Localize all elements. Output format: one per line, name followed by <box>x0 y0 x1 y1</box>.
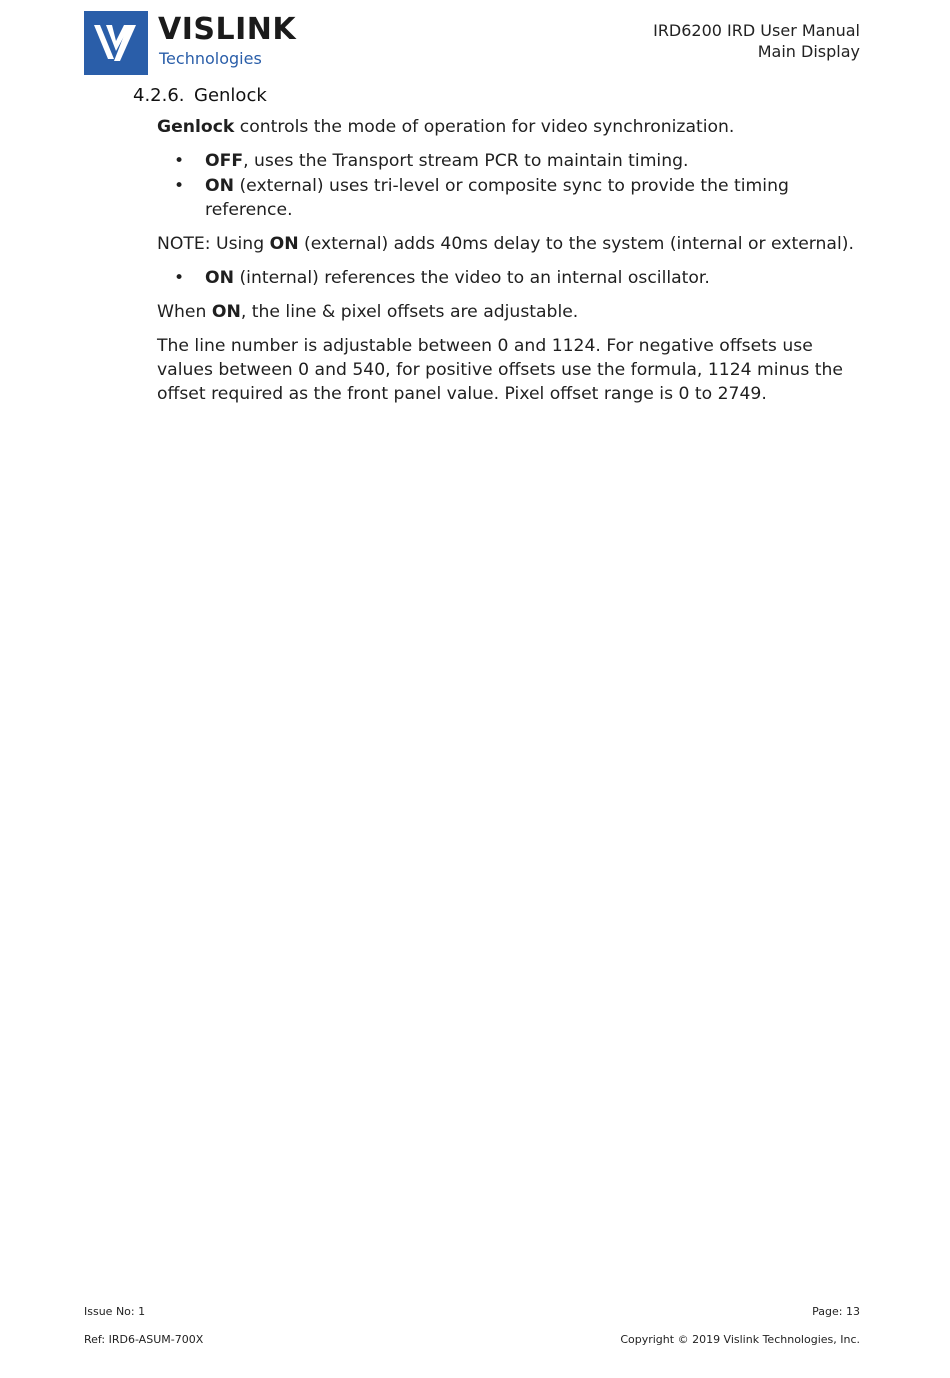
list-item: • OFF, uses the Transport stream PCR to maintain timing. <box>174 151 689 171</box>
list-item: • ON (internal) references the video to an internal oscillator. <box>174 268 710 288</box>
intro-term: Genlock <box>157 117 235 137</box>
intro-paragraph: Genlock controls the mode of operation for video synchronization. <box>157 117 735 137</box>
section-heading <box>133 84 267 108</box>
mode-list <box>157 149 867 222</box>
vislink-logo-icon <box>84 11 148 75</box>
section-body <box>157 115 867 416</box>
section-number: 4.2.6. <box>133 85 185 106</box>
document-header <box>653 20 860 62</box>
internal-mode-list <box>157 266 867 290</box>
bullet-icon: • <box>174 176 185 196</box>
when-on-paragraph: When ON, the line & pixel offsets are adjustable. <box>157 302 579 322</box>
note-paragraph: NOTE: Using ON (external) adds 40ms delay to the system (internal or external). <box>157 234 854 254</box>
logo-subtitle: Technologies <box>159 49 262 68</box>
list-item: • ON (external) uses tri-level or composite sync to provide the timing reference. <box>174 176 789 220</box>
document-section: Main Display <box>757 42 860 61</box>
company-logo <box>84 11 297 75</box>
issue-number: Issue No: 1 <box>84 1305 146 1318</box>
section-title: Genlock <box>194 85 267 106</box>
bullet-icon: • <box>174 268 185 288</box>
line-offset-paragraph: The line number is adjustable between 0 and 1124. For negative offsets use values between 0 and 540, for positive offsets use the formula, 1124 minus the offset required as the front panel value. Pixel offset range is 0 to 2749. <box>157 336 843 404</box>
bullet-icon: • <box>174 151 185 171</box>
page-number: Page: 13 <box>812 1305 860 1318</box>
copyright-notice: Copyright © 2019 Vislink Technologies, Inc. <box>620 1333 860 1346</box>
logo-wordmark: VISLINK <box>158 12 297 47</box>
document-title: IRD6200 IRD User Manual <box>653 21 860 40</box>
document-reference: Ref: IRD6-ASUM-700X <box>84 1333 204 1346</box>
